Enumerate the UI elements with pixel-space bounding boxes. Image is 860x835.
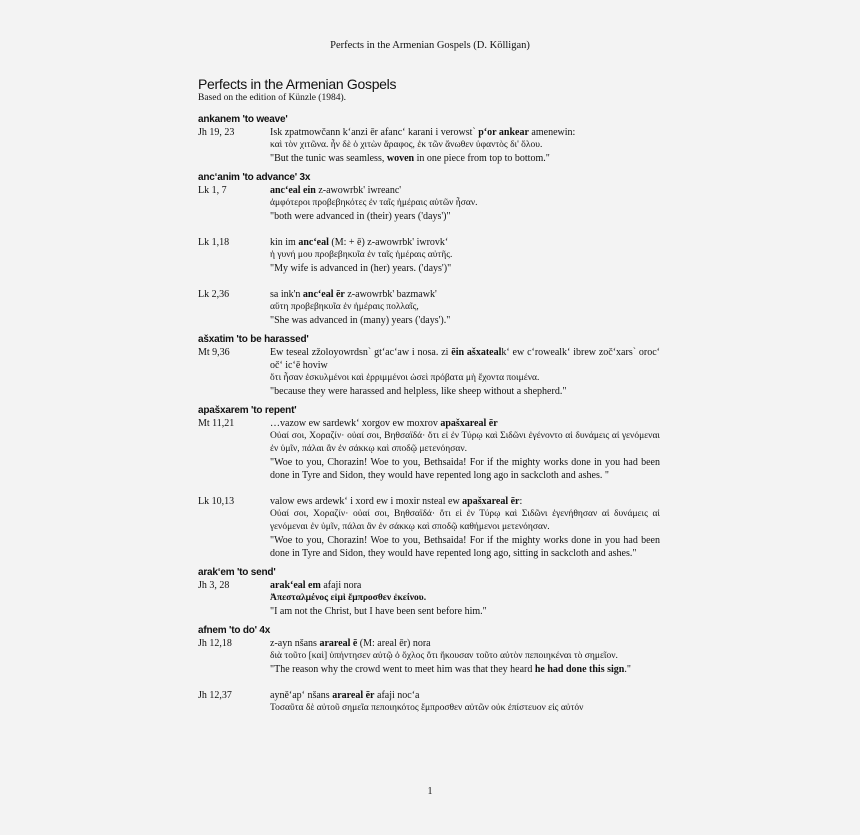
entry bbox=[198, 184, 660, 223]
verse-reference: Lk 1, 7 bbox=[198, 185, 227, 196]
document-subtitle: Based on the edition of Künzle (1984). bbox=[198, 93, 347, 103]
lemma-heading: afnem 'to do' 4x bbox=[198, 625, 271, 636]
verse-reference: Jh 12,18 bbox=[198, 638, 232, 649]
english-translation: "both were advanced in (their) years ('days')" bbox=[270, 211, 451, 222]
entry bbox=[198, 346, 660, 398]
english-translation: "I am not the Christ, but I have been sent before him." bbox=[270, 606, 487, 617]
armenian-text: Isk zpatmowčann k‘anzi ēr afanc‘ karani i verowst` p‘or ankear amenewin: bbox=[270, 127, 576, 138]
english-translation: "Woe to you, Chorazin! Woe to you, Bethsaida! For if the mighty works done in you had been done in Tyre and Sidon, they would have repented long ago, sitting in sackcloth and ashes." bbox=[270, 535, 660, 559]
document-body bbox=[198, 113, 660, 715]
entry bbox=[198, 417, 660, 482]
entry bbox=[198, 637, 660, 676]
verse-reference: Mt 9,36 bbox=[198, 347, 230, 358]
greek-text: Τοσαῦτα δὲ αὐτοῦ σημεῖα πεποιηκότος ἔμπροσθεν αὐτῶν οὐκ ἐπίστευον εἰς αὐτόν bbox=[270, 703, 584, 713]
entry bbox=[198, 236, 660, 275]
english-translation: "The reason why the crowd went to meet him was that they heard he had done this sign." bbox=[270, 664, 631, 675]
entry bbox=[198, 495, 660, 560]
verse-reference: Jh 12,37 bbox=[198, 690, 232, 701]
greek-text: διὰ τοῦτο [καὶ] ὑπήντησεν αὐτῷ ὁ ὄχλος ὅτι ἤκουσαν τοῦτο αὐτὸν πεποιηκέναι τὸ σημεῖον. bbox=[270, 651, 618, 661]
verse-reference: Jh 3, 28 bbox=[198, 580, 230, 591]
armenian-text: z-ayn nšans arareal ē (M: areal ēr) nora bbox=[270, 638, 431, 649]
running-head: Perfects in the Armenian Gospels (D. Kölligan) bbox=[330, 40, 530, 51]
greek-text: ἀμφότεροι προβεβηκότες ἐν ταῖς ἡμέραις αὐτῶν ἦσαν. bbox=[270, 198, 478, 208]
lemma-heading: ašxatim 'to be harassed' bbox=[198, 334, 309, 345]
greek-text: Ἀπεσταλμένος εἰμὶ ἔμπροσθεν ἐκείνου. bbox=[270, 593, 427, 603]
armenian-text: Ew teseal zžoloyowrdsn` gt‘ac‘aw i nosa. zi ēin ašxatealk‘ ew c‘rowealk‘ ibrew zoč‘xars` oroc‘ oč‘ ic‘ē hoviw bbox=[270, 347, 660, 371]
document-title: Perfects in the Armenian Gospels bbox=[198, 76, 397, 92]
english-translation: "because they were harassed and helpless, like sheep without a shepherd." bbox=[270, 386, 567, 397]
english-translation: "My wife is advanced in (her) years. ('days')" bbox=[270, 263, 452, 274]
armenian-text: valow ews ardewk‘ i xord ew i moxir nsteal ew apašxareal ēr: bbox=[270, 496, 523, 507]
armenian-text: kin im anc‘eal (M: + ē) z-awowrbk' iwrovk‘ bbox=[270, 237, 449, 248]
armenian-text: sa ink'n anc‘eal ēr z-awowrbk' bazmawk' bbox=[270, 289, 437, 300]
entry bbox=[198, 126, 660, 165]
entry bbox=[198, 579, 660, 618]
verse-reference: Jh 19, 23 bbox=[198, 127, 235, 138]
greek-text: ἡ γυνή μου προβεβηκυῖα ἐν ταῖς ἡμέραις αὐτῆς. bbox=[270, 250, 453, 260]
greek-text: αὕτη προβεβηκυῖα ἐν ἡμέραις πολλαῖς, bbox=[270, 302, 419, 312]
armenian-text: anc‘eal ein z-awowrbk' iwreanc' bbox=[270, 185, 402, 196]
lemma-heading: apašxarem 'to repent' bbox=[198, 405, 297, 416]
english-translation: "Woe to you, Chorazin! Woe to you, Bethsaida! For if the mighty works done in you had been done in Tyre and Sidon, they would have repented long ago in sackcloth and ashes. " bbox=[270, 457, 660, 481]
page-number: 1 bbox=[427, 786, 433, 797]
entry bbox=[198, 689, 660, 715]
lemma-heading: anc‘anim 'to advance' 3x bbox=[198, 172, 311, 183]
verse-reference: Lk 10,13 bbox=[198, 496, 235, 507]
lemma-heading: arak‘em 'to send' bbox=[198, 567, 276, 578]
armenian-text: ayně‘ap‘ nšans arareal ēr afaji noc‘a bbox=[270, 690, 420, 701]
verse-reference: Lk 1,18 bbox=[198, 237, 230, 248]
greek-text: καὶ τὸν χιτῶνα. ἦν δὲ ὁ χιτὼν ἄραφος, ἐκ τῶν ἄνωθεν ὑφαντὸς δι' ὅλου. bbox=[270, 140, 543, 150]
entry bbox=[198, 288, 660, 327]
greek-text: Οὐαί σοι, Χοραζίν· οὐαί σοι, Βηθσαϊδά· ὅτι εἰ ἐν Τύρῳ καὶ Σιδῶνι ἐγενήθησαν αἱ δυνάμεις αἱ γενόμεναι ἐν ὑμῖν, πάλαι ἂν ἐν σάκκῳ καὶ σποδῷ καθήμενοι μετενόησαν. bbox=[270, 509, 660, 532]
greek-text: ὅτι ἦσαν ἐσκυλμένοι καὶ ἐρριμμένοι ὡσεὶ πρόβατα μὴ ἔχοντα ποιμένα. bbox=[270, 373, 540, 383]
armenian-text: arak‘eal em afaji nora bbox=[270, 580, 362, 591]
english-translation: "She was advanced in (many) years ('days')." bbox=[270, 315, 451, 326]
english-translation: "But the tunic was seamless, woven in one piece from top to bottom." bbox=[270, 153, 550, 164]
armenian-text: …vazow ew sardewk‘ xorgov ew moxrov apašxareal ēr bbox=[270, 418, 498, 429]
lemma-heading: ankanem 'to weave' bbox=[198, 114, 288, 125]
greek-text: Οὐαί σοι, Χοραζίν· οὐαί σοι, Βηθσαϊδά· ὅτι εἰ ἐν Τύρῳ καὶ Σιδῶνι ἐγένοντο αἱ δυνάμεις αἱ γενόμεναι ἐν ὑμῖν, πάλαι ἂν ἐν σάκκῳ καὶ σποδῷ μετενόησαν. bbox=[270, 431, 660, 454]
verse-reference: Lk 2,36 bbox=[198, 289, 230, 300]
verse-reference: Mt 11,21 bbox=[198, 418, 235, 429]
